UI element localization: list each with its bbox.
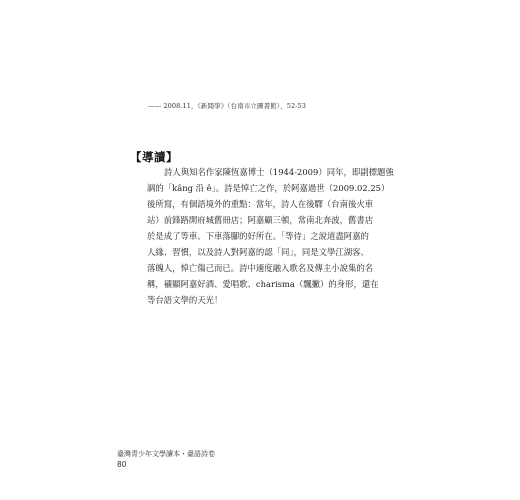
footer-book-title: 臺灣青少年文學讀本・臺語詩卷 bbox=[117, 450, 215, 458]
section-heading: 【導讀】 bbox=[130, 150, 178, 164]
paragraph-line: 落魄人，悼亡傷己而已。詩中適度融入歌名及傳主小說集的名 bbox=[147, 263, 374, 273]
citation-line: —— 2008.11，《新聞學》（台南市立圖書館），52-53 bbox=[148, 102, 307, 110]
paragraph-line: 調的「kâng 沿 ê」。詩是悼亡之作，於阿嘉過世（2009.02.25） bbox=[147, 183, 390, 193]
page-number: 80 bbox=[117, 460, 127, 469]
paragraph-line: 於是成了等車、下車落腳的好所在。「等待」之說道盡阿嘉的 bbox=[147, 231, 369, 241]
guide-paragraph bbox=[147, 164, 394, 308]
paragraph-line: 後所寫，有個語境外的重點：當年，詩人在後驛（台南後火車 bbox=[147, 199, 374, 209]
paragraph-line: 站）前鋒路開府城舊冊店；阿嘉顧三頓，常南北奔波，舊書店 bbox=[147, 215, 374, 225]
paragraph-line: 稱，襯顯阿嘉好酒、愛唱歌、charisma（飄撇）的身形，還在 bbox=[147, 279, 379, 289]
paragraph-line: 人緣、習慣，以及詩人對阿嘉的認「同」，同是文學江湖客、 bbox=[147, 247, 369, 257]
paragraph-line: 等台語文學的天光！ bbox=[147, 295, 223, 305]
paragraph-line: 詩人與知名作家陳恆嘉博士（1944-2009）同年，即副標題強 bbox=[164, 167, 394, 177]
